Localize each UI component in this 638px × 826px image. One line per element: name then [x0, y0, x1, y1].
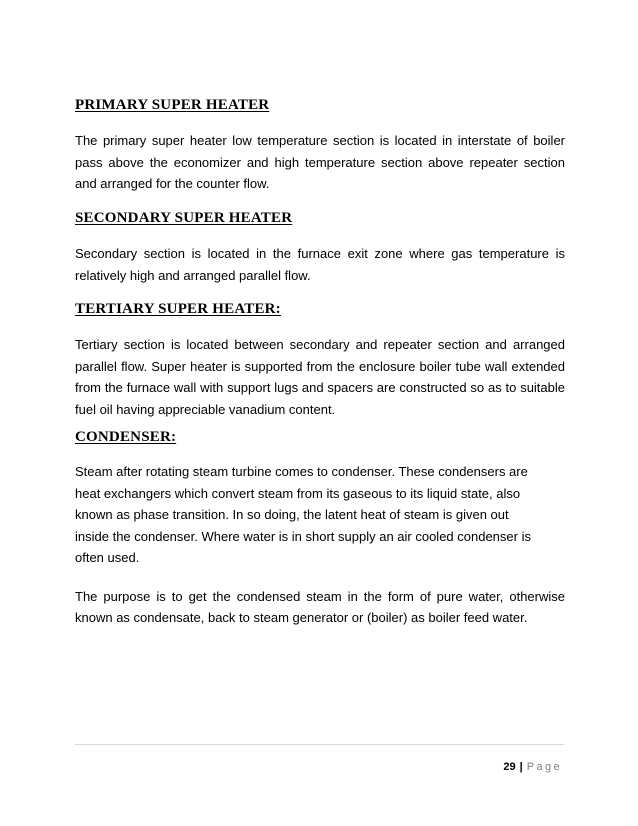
section-heading: TERTIARY SUPER HEATER:	[75, 301, 281, 317]
section-body: Tertiary section is located between secondary and repeater section and arranged parallel flow. Super heater is supported from the enclosure boiler tube wall extended from the furnace wall with support lugs and spacers are constructed so as to suitable fuel oil having appreciable vanadium content.	[75, 337, 565, 417]
section-body: Steam after rotating steam turbine comes to condenser. These condensers are heat exchangers which convert steam from its gaseous to its liquid state, also known as phase transition. In so doing, the latent heat of steam is given out inside the condenser. Where water is in short supply an air cooled condenser is often used.	[75, 464, 531, 565]
section-condenser	[75, 428, 565, 629]
section-heading: SECONDARY SUPER HEATER	[75, 210, 293, 226]
section-body-continued: The purpose is to get the condensed steam in the form of pure water, otherwise known as condensate, back to steam generator or (boiler) as boiler feed water.	[75, 588, 565, 625]
footer-separator: |	[519, 761, 523, 773]
section-primary-super-heater	[75, 96, 565, 195]
page-number: 29	[503, 761, 516, 773]
footer-divider	[75, 744, 564, 745]
section-tertiary-super-heater	[75, 300, 565, 420]
page-label: Page	[526, 761, 562, 773]
section-secondary-super-heater	[75, 209, 565, 286]
section-heading: PRIMARY SUPER HEATER	[75, 97, 270, 113]
section-heading: CONDENSER:	[75, 429, 177, 445]
section-body: The primary super heater low temperature section is located in interstate of boiler pass above the economizer and high temperature section above repeater section and arranged for the counter flow.	[75, 133, 565, 191]
section-body: Secondary section is located in the furnace exit zone where gas temperature is relatively high and arranged parallel flow.	[75, 246, 565, 283]
page-footer	[503, 760, 562, 774]
